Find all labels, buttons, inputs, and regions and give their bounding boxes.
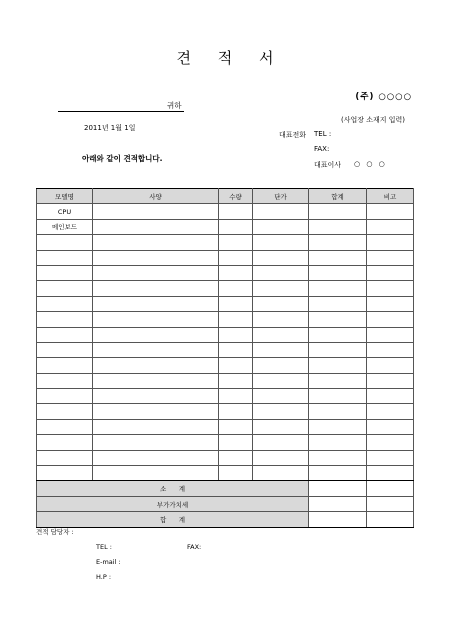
table-row: [37, 342, 414, 357]
cell-spec: [93, 435, 219, 450]
cell-total: [309, 327, 367, 342]
table-row: [37, 450, 414, 465]
cell-qty: [219, 404, 253, 419]
cell-unit-price: [253, 404, 309, 419]
quote-date: 2011년 1월 1일: [84, 124, 136, 132]
cell-unit-price: [253, 204, 309, 219]
table-row: [37, 312, 414, 327]
cell-note: [367, 466, 414, 481]
cell-spec: [93, 204, 219, 219]
cell-model: [37, 373, 93, 388]
cell-total: [309, 419, 367, 434]
cell-spec: [93, 419, 219, 434]
cell-total: [309, 342, 367, 357]
cell-model: [37, 281, 93, 296]
cell-note: [367, 435, 414, 450]
cell-model: [37, 358, 93, 373]
header-qty: 수량: [219, 189, 253, 204]
cell-total: [309, 281, 367, 296]
cell-total: [309, 450, 367, 465]
cell-model: [37, 327, 93, 342]
cell-total: [309, 235, 367, 250]
footer-tel-label: TEL :: [96, 543, 112, 551]
cell-total: [309, 265, 367, 280]
cell-unit-price: [253, 265, 309, 280]
cell-qty: [219, 466, 253, 481]
tel-label: TEL :: [314, 130, 332, 138]
cell-spec: [93, 342, 219, 357]
cell-model: CPU: [37, 204, 93, 219]
cell-spec: [93, 373, 219, 388]
cell-total: [309, 435, 367, 450]
company-name: (주) ○○○○: [355, 92, 412, 102]
cell-note: [367, 450, 414, 465]
table-header-row: [37, 189, 414, 204]
cell-note: [367, 404, 414, 419]
cell-spec: [93, 219, 219, 234]
document-title: 견 적 서: [176, 49, 285, 67]
vat-label: 부가가치세: [37, 496, 309, 511]
cell-model: [37, 250, 93, 265]
cell-spec: [93, 265, 219, 280]
grand-total-label: 합 계: [37, 512, 309, 527]
header-spec: 사양: [93, 189, 219, 204]
grand-total-row: [37, 512, 414, 527]
ceo-label: 대표이사: [314, 161, 342, 169]
table-row: [37, 404, 414, 419]
cell-spec: [93, 327, 219, 342]
footer-email-label: E-mail :: [96, 558, 121, 566]
cell-qty: [219, 389, 253, 404]
cell-model: [37, 265, 93, 280]
cell-model: [37, 419, 93, 434]
cell-qty: [219, 219, 253, 234]
cell-model: [37, 296, 93, 311]
table-row: [37, 419, 414, 434]
recipient-suffix: 귀하: [167, 101, 182, 110]
cell-note: [367, 358, 414, 373]
cell-unit-price: [253, 358, 309, 373]
cell-note: [367, 342, 414, 357]
cell-qty: [219, 250, 253, 265]
cell-note: [367, 235, 414, 250]
quote-message: 아래와 같이 견적합니다.: [82, 154, 163, 163]
table-row: [37, 296, 414, 311]
cell-spec: [93, 296, 219, 311]
cell-model: 메인보드: [37, 219, 93, 234]
header-total: 합계: [309, 189, 367, 204]
cell-model: [37, 389, 93, 404]
cell-note: [367, 389, 414, 404]
subtotal-row: [37, 481, 414, 496]
table-row: [37, 219, 414, 234]
cell-unit-price: [253, 296, 309, 311]
fax-label: FAX:: [314, 145, 330, 153]
cell-note: [367, 281, 414, 296]
cell-unit-price: [253, 250, 309, 265]
table-row: [37, 265, 414, 280]
vat-note: [367, 496, 414, 511]
phone-label: 대표전화: [279, 131, 307, 139]
cell-unit-price: [253, 373, 309, 388]
cell-note: [367, 204, 414, 219]
cell-spec: [93, 250, 219, 265]
cell-note: [367, 219, 414, 234]
header-model: 모델명: [37, 189, 93, 204]
table-row: [37, 281, 414, 296]
subtotal-label: 소 계: [37, 481, 309, 496]
cell-qty: [219, 419, 253, 434]
cell-qty: [219, 265, 253, 280]
cell-spec: [93, 312, 219, 327]
vat-row: [37, 496, 414, 511]
cell-qty: [219, 358, 253, 373]
cell-qty: [219, 281, 253, 296]
cell-unit-price: [253, 389, 309, 404]
cell-spec: [93, 235, 219, 250]
recipient-line: [58, 111, 184, 112]
cell-unit-price: [253, 281, 309, 296]
quote-table: [36, 188, 414, 528]
address-hint: (사업장 소재지 입력): [341, 116, 406, 124]
cell-note: [367, 250, 414, 265]
cell-model: [37, 450, 93, 465]
table-row: [37, 358, 414, 373]
cell-note: [367, 265, 414, 280]
manager-label: 견적 담당자 :: [36, 528, 74, 536]
cell-unit-price: [253, 435, 309, 450]
cell-qty: [219, 296, 253, 311]
footer-hp-label: H.P :: [96, 573, 112, 581]
table-row: [37, 389, 414, 404]
cell-total: [309, 204, 367, 219]
table-row: [37, 250, 414, 265]
cell-total: [309, 389, 367, 404]
table-row: [37, 204, 414, 219]
cell-spec: [93, 358, 219, 373]
table-row: [37, 327, 414, 342]
cell-spec: [93, 450, 219, 465]
vat-value: [309, 496, 367, 511]
cell-total: [309, 373, 367, 388]
cell-spec: [93, 389, 219, 404]
cell-note: [367, 327, 414, 342]
cell-note: [367, 419, 414, 434]
cell-model: [37, 435, 93, 450]
cell-spec: [93, 281, 219, 296]
cell-unit-price: [253, 450, 309, 465]
cell-unit-price: [253, 342, 309, 357]
header-unit-price: 단가: [253, 189, 309, 204]
cell-total: [309, 312, 367, 327]
cell-unit-price: [253, 327, 309, 342]
cell-qty: [219, 342, 253, 357]
header-note: 비고: [367, 189, 414, 204]
cell-model: [37, 235, 93, 250]
cell-total: [309, 358, 367, 373]
cell-total: [309, 296, 367, 311]
cell-qty: [219, 450, 253, 465]
grand-total-note: [367, 512, 414, 527]
table-body: [37, 204, 414, 481]
cell-unit-price: [253, 312, 309, 327]
cell-unit-price: [253, 235, 309, 250]
footer-fax-label: FAX:: [187, 543, 202, 551]
cell-model: [37, 342, 93, 357]
cell-total: [309, 219, 367, 234]
cell-qty: [219, 373, 253, 388]
cell-qty: [219, 435, 253, 450]
ceo-name: ○ ○ ○: [354, 160, 387, 168]
table-row: [37, 235, 414, 250]
cell-model: [37, 466, 93, 481]
cell-unit-price: [253, 419, 309, 434]
cell-total: [309, 404, 367, 419]
subtotal-note: [367, 481, 414, 496]
cell-qty: [219, 327, 253, 342]
cell-note: [367, 312, 414, 327]
cell-unit-price: [253, 466, 309, 481]
cell-note: [367, 373, 414, 388]
cell-qty: [219, 235, 253, 250]
cell-note: [367, 296, 414, 311]
cell-qty: [219, 312, 253, 327]
table-row: [37, 466, 414, 481]
cell-model: [37, 312, 93, 327]
table-row: [37, 373, 414, 388]
grand-total-value: [309, 512, 367, 527]
cell-total: [309, 250, 367, 265]
cell-unit-price: [253, 219, 309, 234]
cell-qty: [219, 204, 253, 219]
subtotal-value: [309, 481, 367, 496]
cell-spec: [93, 404, 219, 419]
cell-spec: [93, 466, 219, 481]
cell-model: [37, 404, 93, 419]
table-row: [37, 435, 414, 450]
cell-total: [309, 466, 367, 481]
